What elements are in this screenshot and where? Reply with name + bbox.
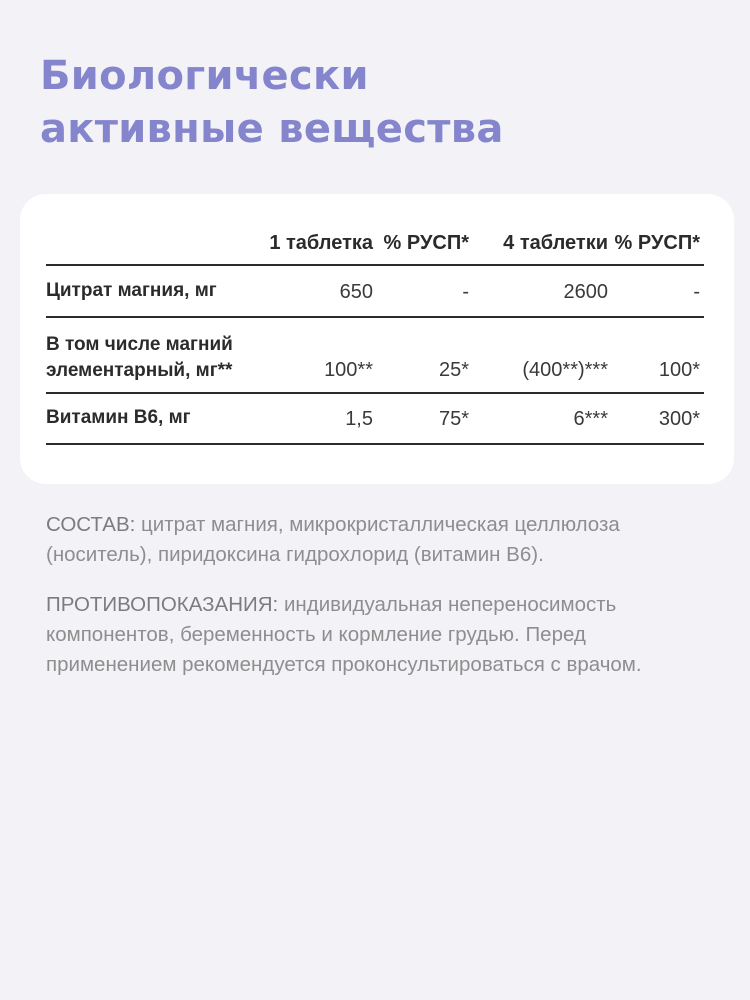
row-value-rdi-four: 300*	[658, 408, 700, 430]
contraindications-label: ПРОТИВОПОКАЗАНИЯ:	[46, 593, 279, 616]
page-title	[40, 50, 504, 156]
row-value-rdi-four: -	[693, 281, 700, 303]
row-value-rdi-one: -	[462, 281, 469, 303]
composition-text: цитрат магния, микрокристаллическая целлюлоза (носитель), пиридоксина гидрохлорид (витамин В6).	[46, 513, 620, 566]
title-line-1: Биологически	[40, 53, 369, 99]
row-value-rdi-one: 75*	[438, 408, 469, 430]
row-value-rdi-four: 100*	[658, 359, 700, 381]
composition-paragraph	[46, 510, 706, 570]
composition-label: СОСТАВ:	[46, 513, 136, 536]
header-one-tablet: 1 таблетка	[269, 232, 373, 254]
row-name: Витамин В6, мг	[46, 407, 191, 428]
table-row	[46, 394, 704, 445]
table-row	[46, 318, 704, 394]
row-value-one-tablet: 650	[339, 281, 373, 303]
row-value-four-tablets: 6***	[573, 408, 608, 430]
row-value-rdi-one: 25*	[438, 359, 469, 381]
header-rdi-four: % РУСП*	[614, 232, 700, 254]
row-value-four-tablets: 2600	[563, 281, 608, 303]
header-four-tablets: 4 таблетки	[503, 232, 608, 254]
row-value-four-tablets: (400**)***	[522, 359, 608, 381]
row-value-one-tablet: 1,5	[345, 408, 373, 430]
contraindications-paragraph	[46, 590, 706, 680]
contraindications-text: индивидуальная непереносимость компонентов, беременность и кормление грудью. Перед применением рекомендуется проконсультироваться с врачом.	[46, 593, 642, 676]
title-line-2: активные вещества	[40, 106, 504, 152]
header-rdi-one: % РУСП*	[383, 232, 469, 254]
nutrition-table	[46, 222, 704, 445]
row-name: Цитрат магния, мг	[46, 280, 217, 301]
row-value-one-tablet: 100**	[324, 359, 373, 381]
table-row	[46, 266, 704, 318]
row-name: В том числе магний элементарный, мг**	[46, 334, 233, 381]
table-header-row	[46, 222, 704, 266]
